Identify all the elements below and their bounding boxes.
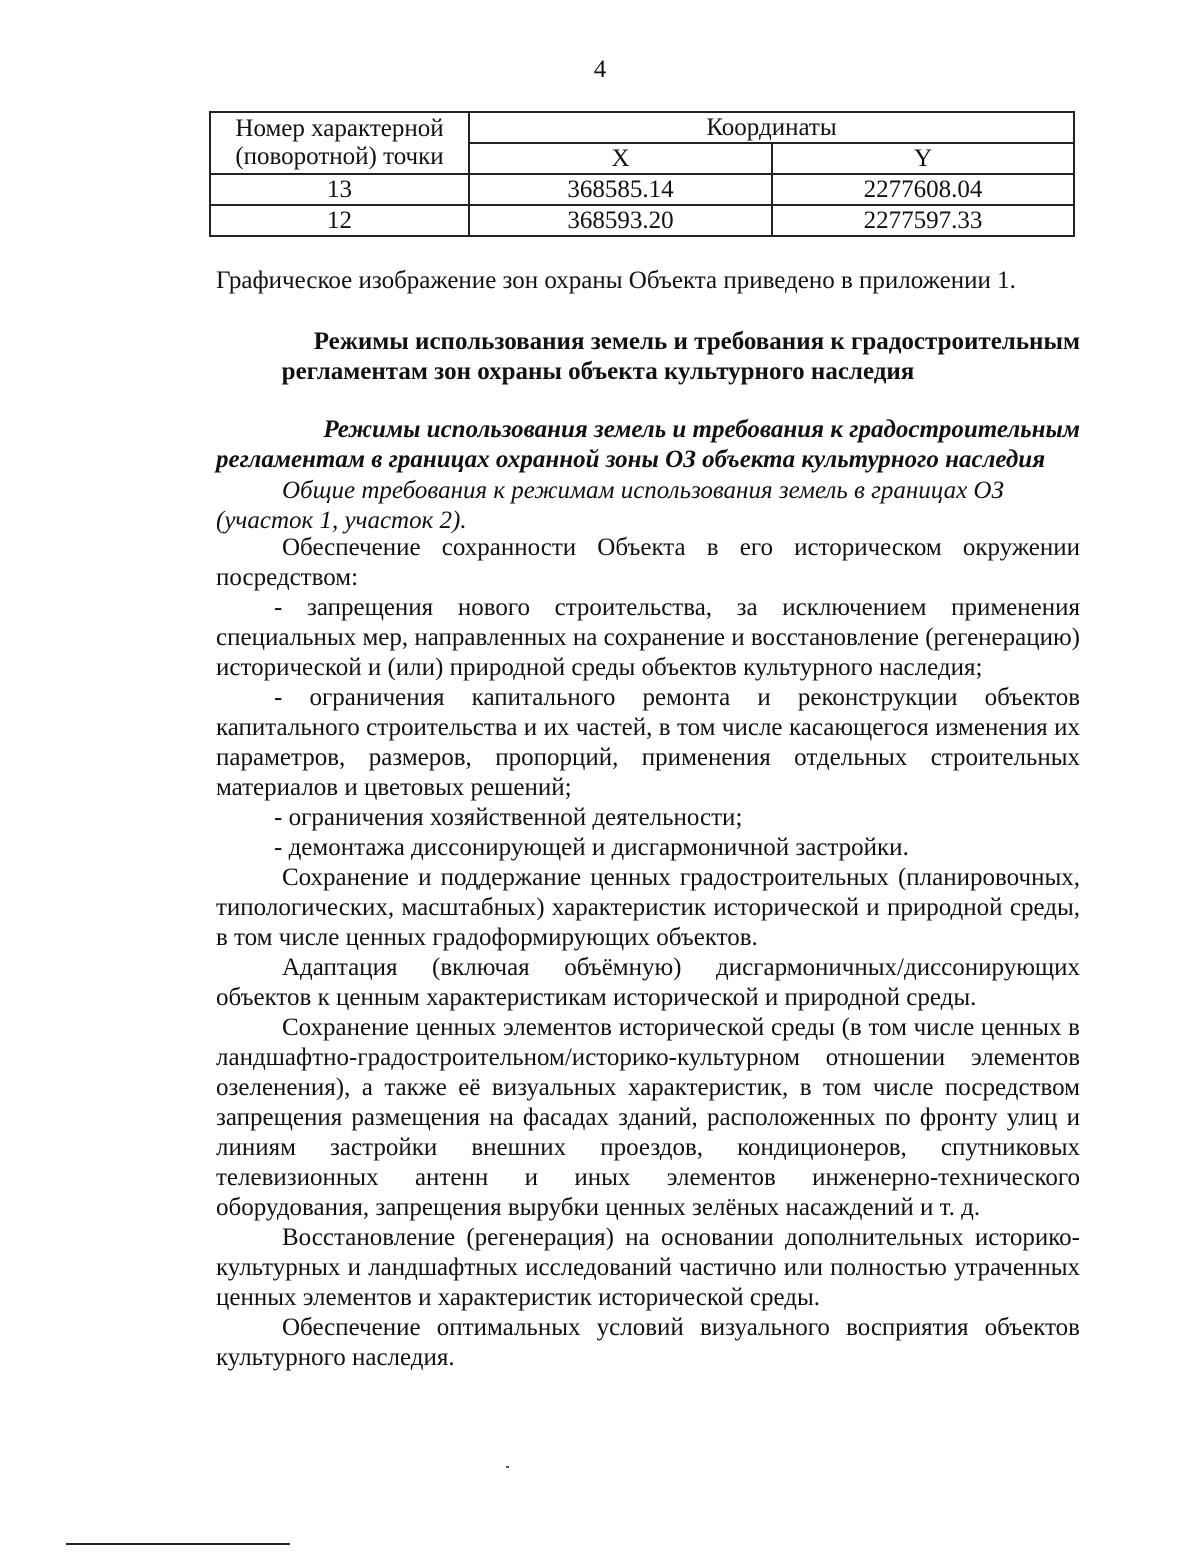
subsection-heading-line1: Режимы использования земель и требования к градостроительным	[323, 416, 1080, 443]
table-header-row	[210, 112, 1074, 143]
list-item: - запрещения нового строительства, за исключением применения специальных мер, направленных на сохранение и восстановление (регенерацию) исторической и (или) природной среды объектов культурного наследия;	[216, 594, 1080, 681]
row-point: 13	[210, 174, 469, 205]
subsection-heading-line2: регламентам в границах охранной зоны ОЗ объекта культурного наследия	[216, 446, 1046, 473]
row-y: 2277608.04	[772, 174, 1074, 205]
paragraph: Адаптация (включая объёмную) дисгармоничных/диссонирующих объектов к ценным характеристикам исторической и природной среды.	[216, 954, 1080, 1011]
subsection-heading	[216, 415, 1080, 475]
paragraph: Обеспечение оптимальных условий визуального восприятия объектов культурного наследия.	[216, 1314, 1080, 1371]
section-heading-line1: Режимы использования земель и требования к градостроительным	[313, 328, 1080, 355]
row-point: 12	[210, 205, 469, 236]
paragraph: Сохранение ценных элементов исторической среды (в том числе ценных в ландшафтно-градостроительном/историко-культурном отношении элементов озеленения), а также её визуальных характеристик, в том числе посредством запрещения размещения на фасадах зданий, расположенных по фронту улиц и линиям застройки внешних проездов, кондиционеров, спутниковых телевизионных антенн и иных элементов инженерно-технического оборудования, запрещения вырубки ценных зелёных насаждений и т. д.	[216, 1014, 1080, 1221]
list-item: - ограничения капитального ремонта и реконструкции объектов капитального строительства и их частей, в том числе касающегося изменения их параметров, размеров, пропорций, применения отдельных строительных материалов и цветовых решений;	[216, 684, 1080, 801]
header-coords: Координаты	[469, 112, 1074, 143]
general-requirements-line2: (участок 1, участок 2).	[216, 507, 467, 534]
general-requirements-line1: Общие требования к режимам использования земель в границах ОЗ	[282, 477, 1004, 504]
row-y: 2277597.33	[772, 205, 1074, 236]
general-requirements	[216, 476, 1080, 536]
header-x: X	[469, 143, 772, 174]
list-item: - демонтажа диссонирующей и дисгармоничной застройки.	[274, 834, 909, 861]
body-text	[216, 533, 1080, 1373]
table-row	[210, 205, 1074, 236]
coordinates-table	[209, 111, 1075, 237]
footnote-separator	[66, 1543, 290, 1545]
paragraph: Восстановление (регенерация) на основании дополнительных историко-культурных и ландшафтных исследований частично или полностью утраченных ценных элементов и характеристик исторической среды.	[216, 1224, 1080, 1311]
header-point-cell	[210, 112, 469, 174]
row-x: 368585.14	[469, 174, 772, 205]
paragraph: Сохранение и поддержание ценных градостроительных (планировочных, типологических, масштабных) характеристик исторической и природной среды, в том числе ценных градоформирующих объектов.	[216, 864, 1080, 951]
page-number: 4	[593, 56, 607, 83]
header-point-line2: (поворотной) точки	[235, 143, 444, 170]
scan-speck	[506, 1466, 509, 1468]
header-y: Y	[772, 143, 1074, 174]
paragraph: Обеспечение сохранности Объекта в его историческом окружении посредством:	[216, 534, 1080, 591]
list-item: - ограничения хозяйственной деятельности;	[274, 804, 743, 831]
reference-text: Графическое изображение зон охраны Объекта приведено в приложении 1.	[216, 267, 1016, 294]
section-heading	[216, 327, 1080, 387]
row-x: 368593.20	[469, 205, 772, 236]
table-row	[210, 174, 1074, 205]
section-heading-line2: регламентам зон охраны объекта культурного наследия	[281, 358, 915, 385]
header-point-line1: Номер характерной	[235, 115, 444, 142]
